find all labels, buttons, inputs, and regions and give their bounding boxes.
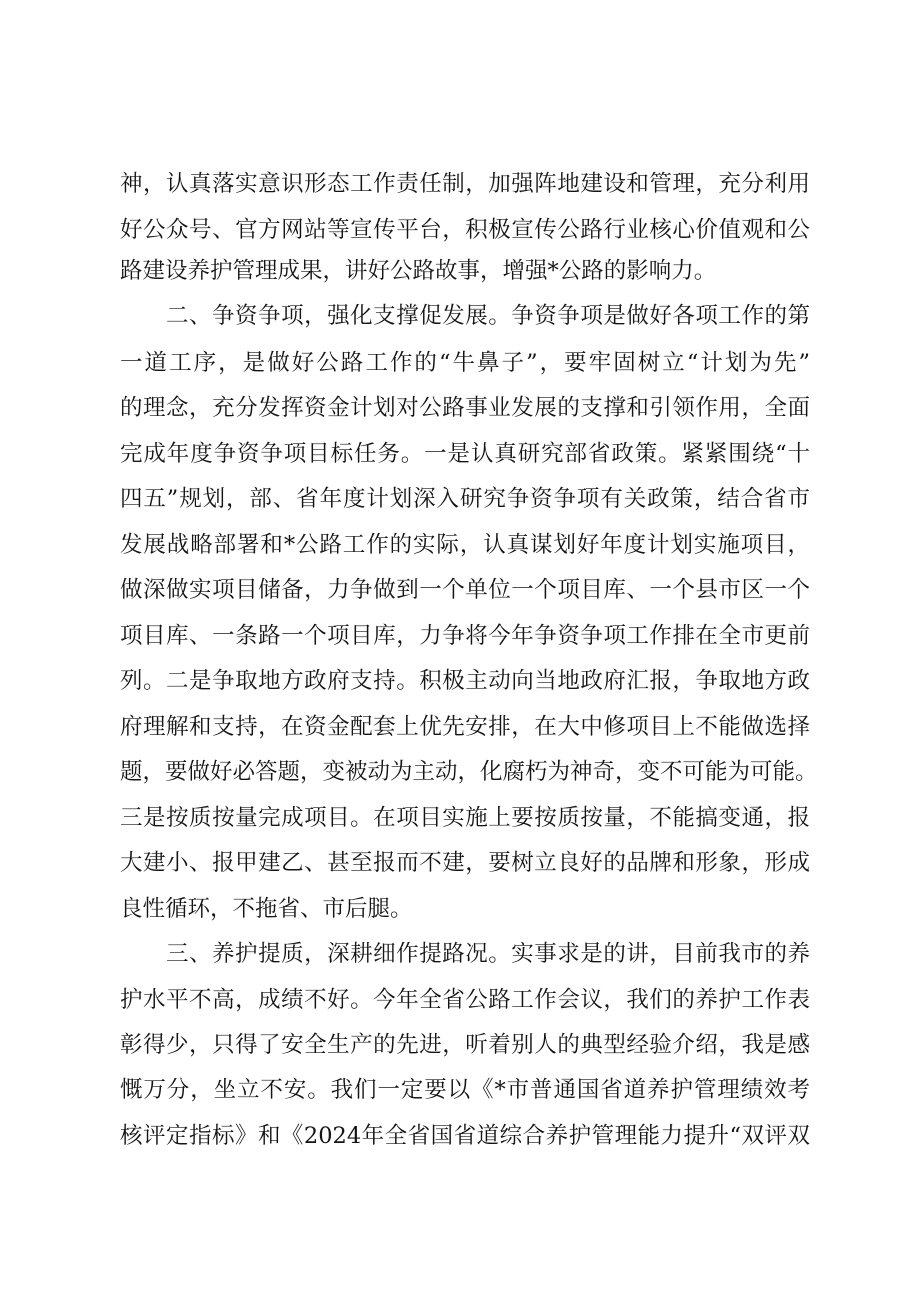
text-line: 一道工序，是做好公路工作的“牛鼻子”，要牢固树立“计划为先” bbox=[120, 350, 810, 376]
text-line: 护水平不高，成绩不好。今年全省公路工作会议，我们的养护工作表 bbox=[120, 987, 810, 1013]
text-line: 府理解和支持，在资金配套上优先安排，在大中修项目上不能做选择 bbox=[120, 714, 810, 740]
text-line: 题，要做好必答题，变被动为主动，化腐朽为神奇，变不可能为可能。 bbox=[120, 759, 818, 785]
text-line: 路建设养护管理成果，讲好公路故事，增强*公路的影响力。 bbox=[120, 258, 717, 284]
text-line: 项目库、一条路一个项目库，力争将今年争资争项工作排在全市更前 bbox=[120, 623, 810, 649]
text-line: 四五”规划，部、省年度计划深入研究争资争项有关政策，结合省市 bbox=[120, 486, 810, 512]
section-heading-line: 二、争资争项，强化支撑促发展。争资争项是做好各项工作的第 bbox=[166, 303, 810, 329]
text-line: 列。二是争取地方政府支持。积极主动向当地政府汇报，争取地方政 bbox=[120, 668, 810, 694]
text-line: 好公众号、官方网站等宣传平台，积极宣传公路行业核心价值观和公 bbox=[120, 217, 810, 243]
text-line: 慨万分，坐立不安。我们一定要以《*市普通国省道养护管理绩效考 bbox=[120, 1077, 810, 1103]
text-line: 做深做实项目储备，力争做到一个单位一个项目库、一个县市区一个 bbox=[120, 577, 810, 603]
text-line: 三是按质按量完成项目。在项目实施上要按质按量，不能搞变通，报 bbox=[120, 805, 810, 831]
text-line: 良性循环，不拖省、市后腿。 bbox=[120, 896, 413, 922]
text-line: 的理念，充分发挥资金计划对公路事业发展的支撑和引领作用，全面 bbox=[120, 395, 810, 421]
text-line: 彰得少，只得了安全生产的先进，听着别人的典型经验介绍，我是感 bbox=[120, 1032, 810, 1058]
text-line: 神，认真落实意识形态工作责任制，加强阵地建设和管理，充分利用 bbox=[120, 171, 810, 197]
text-line: 大建小、报甲建乙、甚至报而不建，要树立良好的品牌和形象，形成 bbox=[120, 850, 810, 876]
text-line: 完成年度争资争项目标任务。一是认真研究部省政策。紧紧围绕“十 bbox=[120, 441, 810, 467]
text-line: 发展战略部署和*公路工作的实际，认真谋划好年度计划实施项目， bbox=[120, 532, 810, 558]
section-heading-line: 三、养护提质，深耕细作提路况。实事求是的讲，目前我市的养 bbox=[166, 941, 810, 967]
text-line: 核评定指标》和《2024年全省国省道综合养护管理能力提升“双评双 bbox=[120, 1123, 810, 1149]
